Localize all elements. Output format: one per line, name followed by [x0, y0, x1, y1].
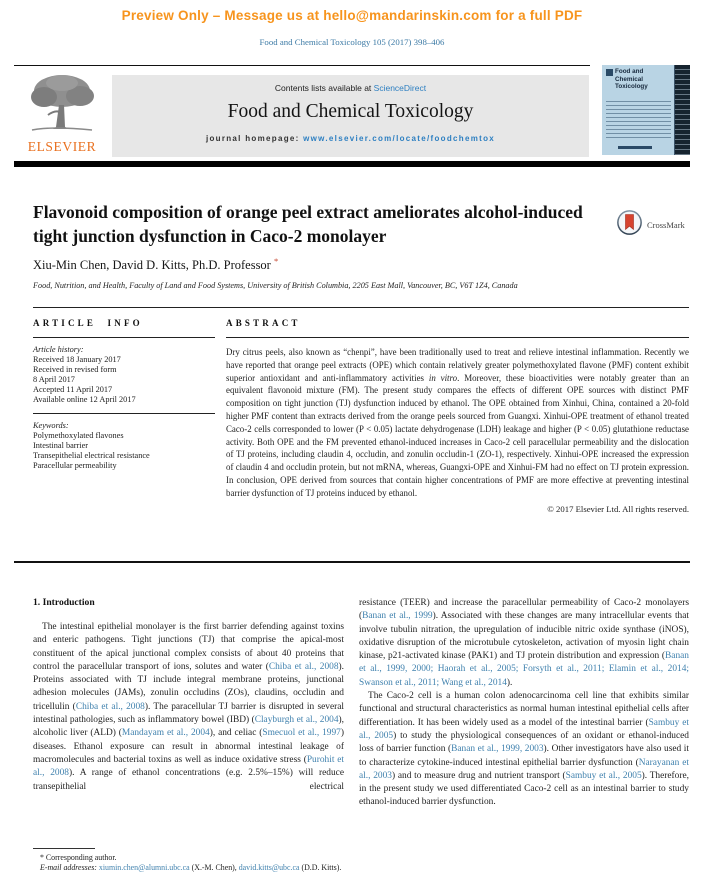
masthead-top-rule — [14, 65, 590, 66]
intro-left-column — [33, 597, 344, 794]
text-segment: ). Other investigators have also used it to characterize cytokine-induced intestinal epithelial barrier dysfunction ( — [359, 744, 689, 768]
text-segment: ), and celiac ( — [209, 728, 263, 739]
copyright-line: © 2017 Elsevier Ltd. All rights reserved. — [547, 503, 689, 514]
cover-contents-lines — [606, 101, 671, 139]
affiliation-line: Food, Nutrition, and Health, Faculty of Land and Food Systems, University of British Columbia, 2205 East Mall, Vancouver, BC, V6T 1Z4, Canada — [33, 281, 518, 290]
keyword: Transepithelial electrical resistance — [33, 451, 150, 461]
article-info-heading: ARTICLE INFO — [33, 318, 215, 338]
abstract-column — [226, 318, 689, 514]
corresponding-author-mark[interactable]: * — [273, 256, 279, 266]
author-line — [33, 256, 278, 273]
text-segment: Dry citrus peels, also known as “chenpi”, have been traditionally used to treat and relieve intestinal inflammation. Recently we have reported that orange peel extracts (OPE) which contain relatively greater polymethoxylated flavone (PMF) content exhibit superior antioxidant and anti-inflammatory activities — [226, 347, 689, 383]
cover-journal-title: Food and Chemical Toxicology — [615, 68, 648, 91]
text-segment: E-mail addresses: — [40, 862, 99, 872]
text-segment: ), alcoholic liver (ALD) ( — [33, 715, 344, 739]
citation-link[interactable]: Smecuol et al., 1997 — [262, 728, 341, 739]
journal-citation-line: Food and Chemical Toxicology 105 (2017) 398–406 — [259, 37, 445, 47]
intro-paragraph — [359, 690, 689, 810]
cover-side-stripe — [674, 65, 690, 155]
abstract-text — [226, 346, 689, 500]
intro-paragraph — [359, 597, 689, 690]
citation-link[interactable]: Sambuy et al., 2005 — [359, 717, 689, 741]
text-segment: resistance (TEER) and increase the paracellular permeability of Caco-2 monolayers ( — [359, 598, 689, 622]
text-segment: . Moreover, these bioactivities were notably greater than an equivalent flavonoid mixture (FM). The present study compares the effects of different OPE sources with distinct PMF composition on tight junction (TJ) dysfunction induced by ethanol. The OPE obtained from Xinhui, China, contained a 20-fold higher PMF content than extracts derived from the orange peels sourced from Guangxi. Xinhui-OPE treatment of ethanol treated Caco-2 cells corresponded to lower (P < 0.05) lactate dehydrogenase (LDH) leakage and higher (P < 0.05) glutathione reductase activity. Both OPE and the FM prevented ethanol-induced increases in Caco-2 cell paracellular permeability and the dislocation of TJ proteins, including claudin 4, occludin, and zonulin occludin-1 (ZO-1), respectively. Xinhui-OPE increased the expression of claudin 4 and occludin protein, but not mRNA, whereas, Guangxi-OPE and Xinhui-FM had no effect on TJ protein expression. In conclusion, OPE derived from sources that contain higher concentrations of PMF are more effective at preventing intestinal barrier dysfunction of TJ proteins induced by ethanol. — [226, 372, 690, 498]
sciencedirect-link[interactable]: ScienceDirect — [373, 83, 427, 93]
article-title: Flavonoid composition of orange peel extract ameliorates alcohol-induced tight junction dysfunction in Caco-2 monolayer — [33, 202, 583, 246]
keywords-block — [33, 414, 215, 471]
text-segment: ) diseases. Ethanol exposure can result in abnormal intestinal leakage of macromolecules and bacterial toxins as well as induce oxidative stress ( — [33, 728, 344, 765]
header-divider-rule — [33, 307, 689, 308]
text-segment: ). Associated with these changes are many intracellular events that involve tubulin nitration, the upregulation of inducible nitric oxide synthase (iNOS), oxidative disruption of the microtubule cytoskeleton, activation of myosin light chain kinase, p21-activated kinase (PAK1) and TJ protein distribution and expression ( — [359, 611, 689, 662]
text-segment: (D.D. Kitts). — [299, 862, 342, 872]
history-line: Received 18 January 2017 — [33, 354, 121, 364]
citation-link[interactable]: Banan et al., 1999, 2003 — [451, 744, 544, 755]
corresponding-author-note: * Corresponding author. — [40, 853, 117, 862]
email-addresses-note — [33, 863, 347, 873]
homepage-prefix: journal homepage: — [205, 134, 304, 143]
intro-paragraph — [33, 621, 344, 794]
contents-list-line — [112, 75, 589, 93]
masthead-box — [112, 75, 589, 157]
elsevier-wordmark: ELSEVIER — [27, 139, 97, 154]
text-segment: in vitro — [428, 372, 458, 383]
text-segment: The Caco-2 cell is a human colon adenocarcinoma cell line that exhibits similar functional and structural characteristics as normal human intestinal epithelial cells after differentiation. It has been widely used as a model of the intestinal barrier ( — [359, 691, 689, 728]
journal-homepage-link[interactable]: www.elsevier.com/locate/foodchemtox — [303, 134, 496, 143]
history-line: Available online 12 April 2017 — [33, 394, 136, 404]
preview-banner: Preview Only – Message us at hello@mandarinskin.com for a full PDF — [121, 8, 583, 23]
footnote-rule — [33, 848, 95, 849]
crossmark-label: CrossMark — [647, 220, 685, 230]
citation-link[interactable]: Banan et al., 1999, 2000; Haorah et al., 2005; Forsyth et al., 2011; Elamin et al., 2014; Swanson et al., 2011; Wang et al., 2014 — [359, 651, 689, 688]
citation-link[interactable]: Clayburgh et al., 2004 — [254, 715, 339, 726]
history-line: 8 April 2017 — [33, 374, 75, 384]
article-history-label: Article history: — [33, 345, 84, 354]
citation-link[interactable]: Mandayam et al., 2004 — [121, 728, 210, 739]
text-segment: ). A range of ethanol concentrations (e.g. 2.5%–15%) will reduce transepithelial electrical — [33, 768, 344, 792]
keywords-label: Keywords: — [33, 421, 69, 431]
masthead-bottom-bar — [14, 161, 690, 167]
text-segment: ) to study the physiological consequences of an oxidant or ethanol-induced loss of barrier function ( — [359, 730, 689, 755]
elsevier-logo — [18, 71, 106, 155]
history-line: Received in revised form — [33, 364, 117, 374]
journal-cover-thumbnail — [602, 65, 690, 155]
section-divider-rule — [14, 561, 690, 563]
citation-link[interactable]: david.kitts@ubc.ca — [238, 862, 300, 872]
journal-title: Food and Chemical Toxicology — [227, 101, 474, 122]
text-segment: ). — [506, 677, 513, 688]
text-segment: ) and to measure drug and nutrient transport ( — [391, 770, 566, 781]
article-info-column — [33, 318, 215, 471]
introduction-heading: 1. Introduction — [33, 597, 95, 608]
text-segment: ). The paracellular TJ barrier is disrupted in several intestinal pathologies, such as inflammatory bowel (IBD) ( — [33, 701, 344, 726]
text-segment: (X.-M. Chen), — [189, 862, 239, 872]
citation-link[interactable]: xiumin.chen@alumni.ubc.ca — [98, 862, 190, 872]
text-segment: ). Proteins associated with TJ include integral membrane proteins, junctional adhesion molecules (JAMs), zonulin occludins (ZOs), claudins, occludin and tricellulin ( — [33, 661, 344, 712]
abstract-heading: ABSTRACT — [226, 318, 689, 338]
text-segment: ). Therefore, in the present study we used differentiated Caco-2 cell as an intestinal barrier to study ethanol-induced barrier dysfunction. — [359, 770, 689, 808]
keyword: Polymethoxylated flavones — [33, 431, 124, 441]
citation-link[interactable]: Banan et al., 1999 — [362, 611, 433, 622]
keyword: Intestinal barrier — [33, 441, 89, 451]
citation-link[interactable]: Narayanan et al., 2003 — [359, 757, 689, 781]
history-line: Accepted 11 April 2017 — [33, 384, 113, 394]
citation-link[interactable]: Purohit et al., 2008 — [33, 754, 345, 779]
journal-homepage-line — [112, 134, 589, 143]
text-segment: The intestinal epithelial monolayer is the first barrier defending against toxins and enteric pathogens. Tight junctions (TJ) that comprise the apical-most constituent of the apical junctional complex consists of about 40 proteins that control the paracellular transport of ions, solutes and water ( — [33, 622, 344, 672]
citation-link[interactable]: Chiba et al., 2008 — [268, 661, 339, 672]
elsevier-tree-icon — [18, 120, 106, 137]
crossmark-icon — [616, 209, 643, 241]
intro-right-column — [359, 597, 689, 810]
citation-link[interactable]: Sambuy et al., 2005 — [565, 770, 642, 781]
crossmark-badge[interactable] — [616, 209, 685, 241]
keyword: Paracellular permeability — [33, 461, 117, 471]
journal-cover-front — [602, 65, 674, 155]
footnote-block — [33, 848, 347, 873]
cover-elsevier-mini-icon — [606, 69, 613, 76]
author-names: Xiu-Min Chen, David D. Kitts, Ph.D. Professor — [33, 258, 271, 273]
article-history-block — [33, 338, 215, 414]
citation-link[interactable]: Chiba et al., 2008 — [75, 701, 145, 712]
contents-prefix: Contents lists available at — [274, 83, 374, 93]
cover-footer-mark — [618, 146, 652, 149]
